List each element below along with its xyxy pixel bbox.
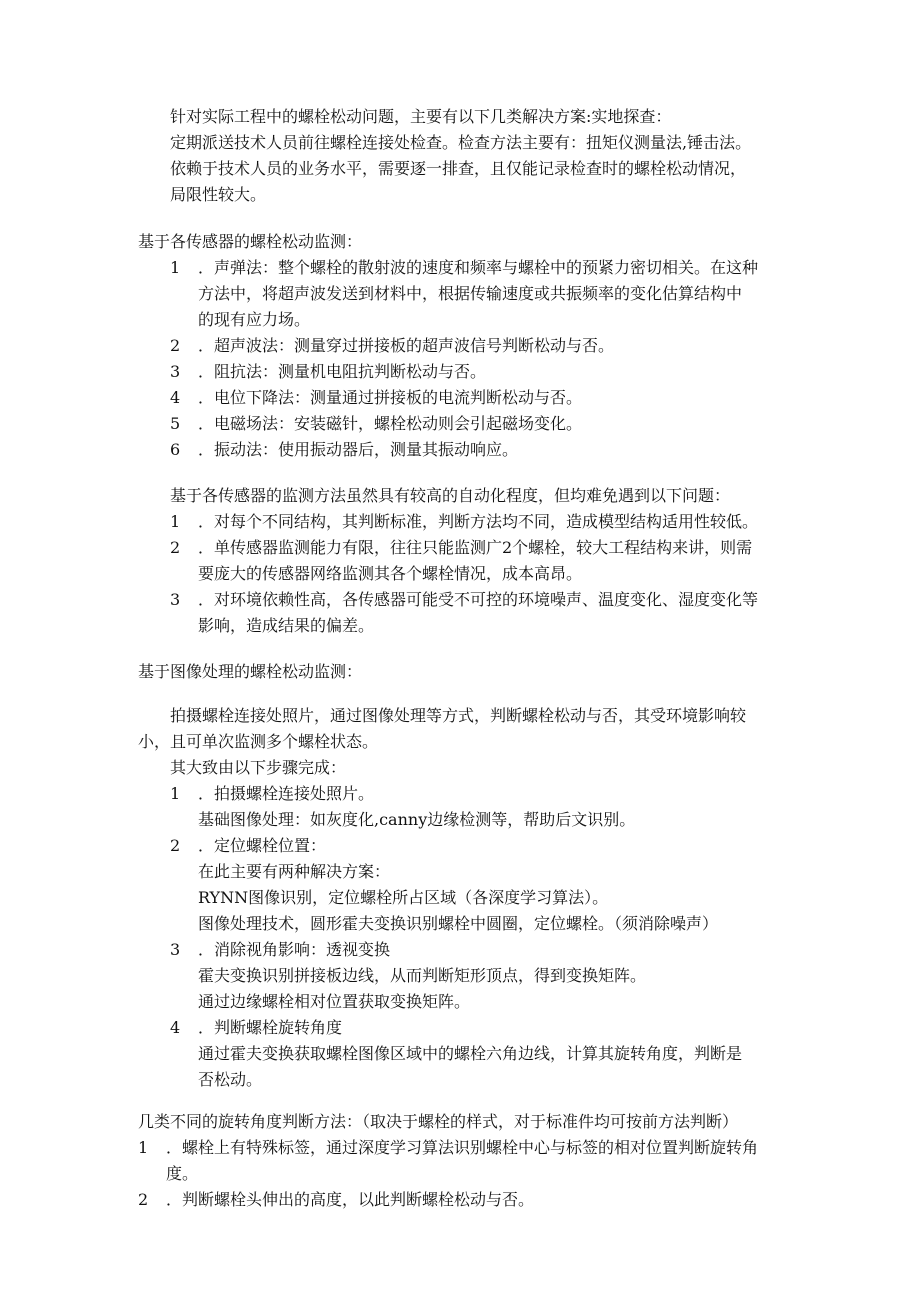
list-item — [170, 1016, 342, 1040]
problems-intro: 基于各传感器的监测方法虽然具有较高的自动化程度，但均难免遇到以下问题： — [170, 486, 731, 505]
list-item — [170, 782, 374, 806]
list-item-number: 2 — [170, 538, 181, 557]
list-item-number: 4 — [170, 388, 181, 407]
intro-line-2: 定期派送技术人员前往螺栓连接处检查。检查方法主要有：扭矩仪测量法,锤击法。 — [170, 133, 752, 152]
list-item — [170, 536, 752, 560]
list-item-text: ．电磁场法：安装磁针，螺栓松动则会引起磁场变化。 — [198, 414, 583, 433]
list-item-number: 2 — [170, 836, 181, 855]
step-detail: 基础图像处理：如灰度化,canny边缘检测等，帮助后文识别。 — [198, 810, 636, 829]
list-item-text: ．定位螺栓位置： — [198, 836, 327, 855]
list-item-continuation: 要庞大的传感器网络监测其各个螺栓情况，成本高昂。 — [198, 564, 583, 583]
list-item-continuation: 度。 — [166, 1164, 199, 1183]
step-detail: 通过边缘螺栓相对位置获取变换矩阵。 — [198, 992, 471, 1011]
list-item-text: ．对环境依赖性高，各传感器可能受不可控的环境噪声、温度变化、湿度变化等 — [198, 590, 759, 609]
list-item-number: 6 — [170, 440, 181, 459]
list-item — [170, 360, 486, 384]
list-item — [170, 510, 758, 534]
list-item-continuation: 的现有应力场。 — [198, 310, 311, 329]
list-item-continuation: 影响，造成结果的偏差。 — [198, 616, 375, 635]
intro-line-3: 依赖于技术人员的业务水平，需要逐一排查，且仅能记录检查时的螺栓松动情况， — [170, 159, 747, 178]
step-detail: 否松动。 — [198, 1070, 263, 1089]
list-item-text: ．阻抗法：测量机电阻抗判断松动与否。 — [198, 362, 487, 381]
list-item-text: ．对每个不同结构，其判断标准，判断方法均不同，造成模型结构适用性较低。 — [198, 512, 759, 531]
list-item — [170, 588, 758, 612]
list-item-text: ．螺栓上有特殊标签，通过深度学习算法识别螺栓中心与标签的相对位置判断旋转角 — [166, 1138, 759, 1157]
list-item-text: ．拍摄螺栓连接处照片。 — [198, 784, 375, 803]
sensor-section-heading: 基于各传感器的螺栓松动监测： — [138, 232, 363, 251]
step-detail: 图像处理技术，圆形霍夫变换识别螺栓中圆圈，定位螺栓。（须消除噪声） — [198, 914, 719, 933]
list-item-number: 3 — [170, 940, 181, 959]
list-item-text: ．声弹法：整个螺栓的散射波的速度和频率与螺栓中的预紧力密切相关。在这种 — [198, 258, 759, 277]
list-item-text: ．振动法：使用振动器后，测量其振动响应。 — [198, 440, 519, 459]
list-item-number: 4 — [170, 1018, 181, 1037]
list-item — [170, 834, 326, 858]
step-detail: 在此主要有两种解决方案： — [198, 862, 391, 881]
list-item — [170, 334, 614, 358]
list-item-text: ．单传感器监测能力有限，往往只能监测广2个螺栓，较大工程结构来讲，则需 — [198, 538, 753, 557]
list-item-continuation: 方法中，将超声波发送到材料中，根据传输速度或共振频率的变化估算结构中 — [198, 284, 743, 303]
image-paragraph-line-2: 小，且可单次监测多个螺栓状态。 — [138, 732, 379, 751]
list-item — [138, 1136, 758, 1160]
step-detail: 霍夫变换识别拼接板边线，从而判断矩形顶点，得到变换矩阵。 — [198, 966, 647, 985]
list-item-number: 2 — [170, 336, 181, 355]
list-item-text: ．超声波法：测量穿过拼接板的超声波信号判断松动与否。 — [198, 336, 615, 355]
rotation-section-heading: 几类不同的旋转角度判断方法：（取决于螺栓的样式，对于标准件均可按前方法判断） — [138, 1112, 739, 1131]
steps-intro: 其大致由以下步骤完成： — [170, 758, 347, 777]
list-item — [170, 938, 390, 962]
list-item-text: ．消除视角影响：透视变换 — [198, 940, 391, 959]
list-item-number: 1 — [170, 512, 181, 531]
list-item — [170, 412, 582, 436]
intro-line-1: 针对实际工程中的螺栓松动问题，主要有以下几类解决方案:实地探查： — [170, 107, 672, 126]
step-detail: 通过霍夫变换获取螺栓图像区域中的螺栓六角边线，计算其旋转角度，判断是 — [198, 1044, 743, 1063]
list-item — [138, 1188, 534, 1212]
list-item-text: ．电位下降法：测量通过拼接板的电流判断松动与否。 — [198, 388, 583, 407]
list-item-number: 5 — [170, 414, 181, 433]
image-section-heading: 基于图像处理的螺栓松动监测： — [138, 662, 363, 681]
step-detail: RYNN图像识别，定位螺栓所占区域（各深度学习算法）。 — [198, 888, 609, 907]
image-paragraph-line-1: 拍摄螺栓连接处照片，通过图像处理等方式，判断螺栓松动与否，其受环境影响较 — [170, 706, 747, 725]
list-item-number: 3 — [170, 362, 181, 381]
list-item — [170, 438, 518, 462]
list-item-number: 1 — [138, 1138, 149, 1157]
intro-line-4: 局限性较大。 — [170, 185, 267, 204]
list-item-number: 3 — [170, 590, 181, 609]
list-item — [170, 256, 758, 280]
list-item-text: ．判断螺栓旋转角度 — [198, 1018, 343, 1037]
list-item — [170, 386, 582, 410]
list-item-text: ．判断螺栓头伸出的高度，以此判断螺栓松动与否。 — [166, 1190, 535, 1209]
list-item-number: 1 — [170, 258, 181, 277]
list-item-number: 1 — [170, 784, 181, 803]
list-item-number: 2 — [138, 1190, 149, 1209]
